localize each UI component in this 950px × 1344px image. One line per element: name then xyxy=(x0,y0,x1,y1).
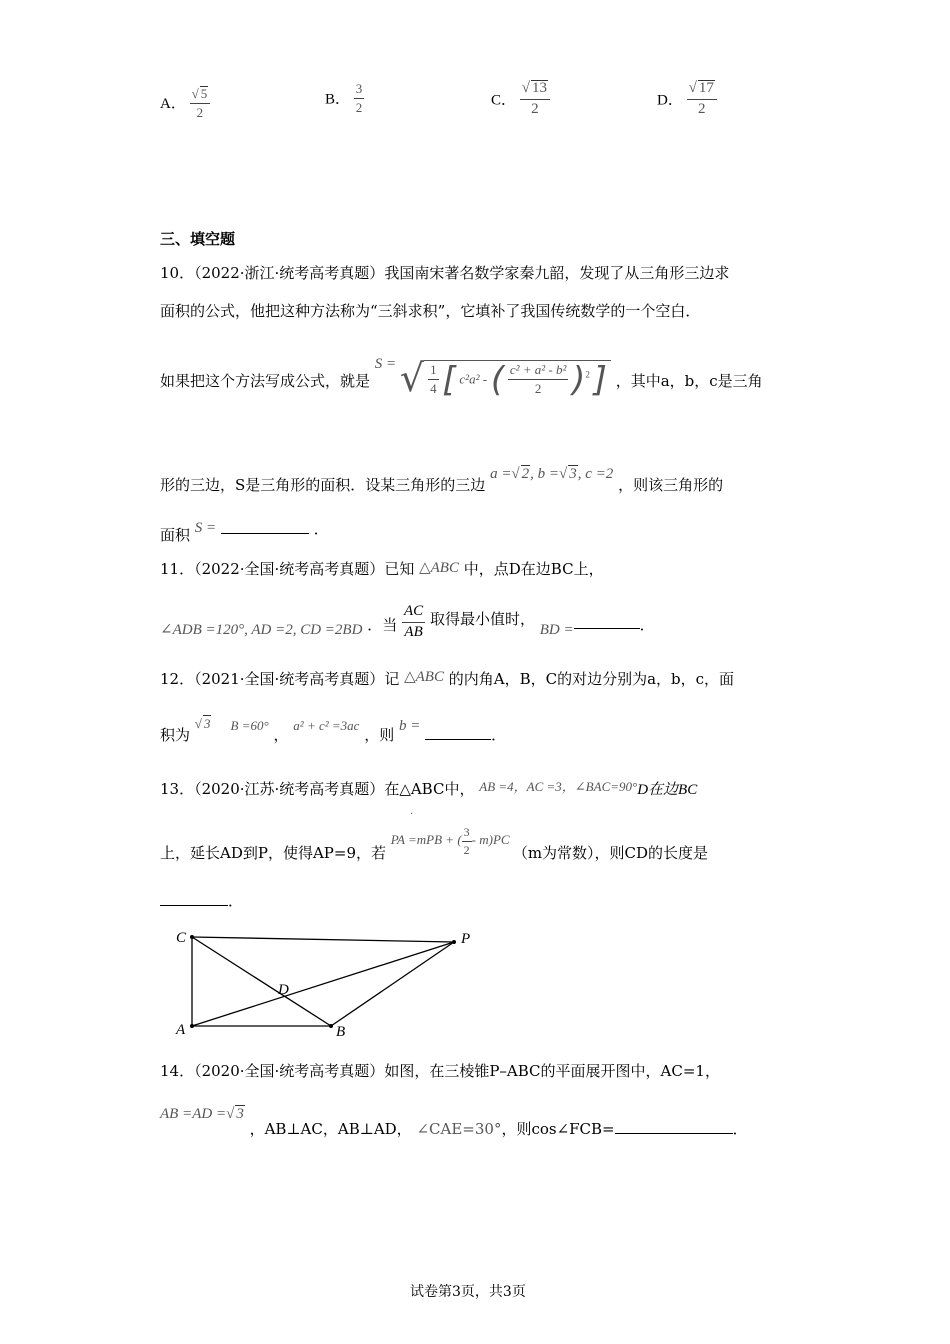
option-c[interactable] xyxy=(491,80,550,118)
option-c-fraction: $\frac{√ 13}{2}$ xyxy=(520,80,550,118)
label-c: C xyxy=(176,930,187,946)
label-d: D xyxy=(278,982,289,998)
option-a-fraction: $\frac{√ 5}{2}$ xyxy=(190,86,211,119)
q11-answer-blank[interactable] xyxy=(574,614,640,629)
q13-line3: ． xyxy=(160,890,243,911)
q10-line4: 形的三边，S是三角形的面积．设某三角形的三边 a =√ 2, b =√ 3, c =2 ，则该三角形的 xyxy=(160,466,724,494)
label-b: B xyxy=(336,1024,346,1038)
q11-condition: ∠ADB =120°, AD =2, CD =2BD xyxy=(160,622,363,639)
q13-dot: . xyxy=(410,806,414,817)
q11-fraction: $\frac{AC}{AB}$ xyxy=(403,603,424,640)
q10-line2: 面积的公式，他把这种方法称为“三斜求积”，它填补了我国传统数学的一个空白． xyxy=(160,302,701,320)
q14-line2: AB =AD =√ 3 ，AB⊥AC，AB⊥AD， ∠CAE=30°，则cos∠FCB= ． xyxy=(160,1106,748,1138)
q13-answer-blank[interactable] xyxy=(160,891,228,906)
option-c-label: C． xyxy=(491,92,517,109)
q13-vector-eq: PA =mPB + ( $\frac{3}{2}$ - m)PC xyxy=(390,825,510,857)
segment-pb xyxy=(331,942,454,1026)
q10-sides: a =√ 2, b =√ 3, c =2 xyxy=(490,466,614,482)
option-d-label: D． xyxy=(657,92,683,109)
q10-line1: 10．（2022·浙江·统考高考真题）我国南宋著名数学家秦九韶，发现了从三角形三边求 xyxy=(160,264,730,282)
q14-eq: AB =AD =√ 3 xyxy=(160,1106,244,1122)
option-b-label: B． xyxy=(325,91,351,108)
q12-answer-blank[interactable] xyxy=(425,725,491,740)
segment-cp xyxy=(192,937,454,942)
q12-line1: 12．（2021·全国·统考高考真题）记 △ABC 的内角A，B，C的对边分别为a，b，c，面 xyxy=(160,669,735,688)
q13-line1: 13．（2020·江苏·统考高考真题）在△ABC中， AB =4，AC =3，∠BAC=90°D在边BC xyxy=(160,779,698,798)
q10-formula: S = √ $\frac{1}{4}$ [ c²a² - ( $\frac{\text{c² + a² - b²}}{2}$ )$^2$ ] xyxy=(375,356,611,400)
q14-answer-blank[interactable] xyxy=(615,1119,733,1134)
option-d-fraction: $\frac{√ 17}{2}$ xyxy=(687,80,717,118)
label-p: P xyxy=(461,931,471,947)
q10-answer-blank[interactable] xyxy=(221,519,309,534)
option-b[interactable] xyxy=(325,82,364,114)
q11-line1: 11．（2022·全国·统考高考真题）已知 △ABC 中，点D在边BC上， xyxy=(160,560,604,578)
page-footer: 试卷第3页，共3页 xyxy=(410,1284,526,1300)
label-a: A xyxy=(176,1022,186,1038)
segment-cb xyxy=(192,937,331,1026)
option-a[interactable] xyxy=(160,86,210,119)
option-b-fraction: $\frac{3}{2}$ xyxy=(355,81,363,115)
option-d[interactable] xyxy=(657,80,717,118)
q14-line1: 14．（2020·全国·统考高考真题）如图，在三棱锥P–ABC的平面展开图中，AC=1， xyxy=(160,1062,720,1080)
q13-figure xyxy=(170,924,480,1038)
q10-line3: 如果把这个方法写成公式，就是 S = √ $\frac{1}{4}$ [ c²a² - ( $\frac{\text{c² + a² - b²}}{2}$ )$^2$ ] ，其中a，b，c是三角 xyxy=(160,356,763,400)
q13-line2: 上，延长AD到P，使得AP=9，若 PA =mPB + ( $\frac{3}{2}$ - m)PC （m为常数），则CD的长度是 xyxy=(160,825,709,863)
q10-line5: 面积 S = ． xyxy=(160,520,329,544)
option-a-label: A． xyxy=(160,96,186,113)
q11-line2: ∠ADB =120°, AD =2, CD =2BD ．当 $\frac{AC}{AB}$ 取得最小值时， BD = ． xyxy=(160,603,655,640)
section-title: 三、填空题 xyxy=(160,230,236,248)
segment-ap xyxy=(192,942,454,1026)
q12-line2: 积为 √ 3 B =60° ， a² + c² =3ac ，则 b = ． xyxy=(160,716,507,744)
